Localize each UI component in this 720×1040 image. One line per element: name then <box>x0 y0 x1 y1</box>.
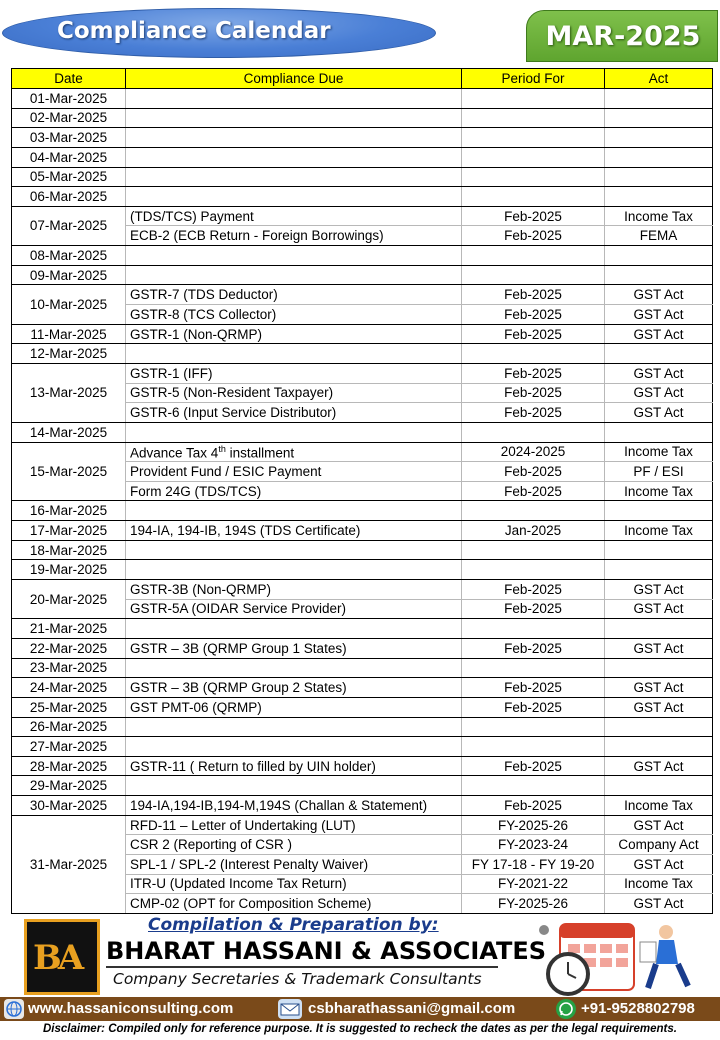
compliance-cell: GSTR-5A (OIDAR Service Provider) <box>126 599 462 619</box>
act-cell: GST Act <box>605 363 713 383</box>
period-cell <box>462 776 605 796</box>
month-badge <box>526 10 718 62</box>
table-row <box>12 128 713 148</box>
table-row <box>12 658 713 678</box>
act-cell: Income Tax <box>605 796 713 816</box>
compliance-cell: CSR 2 (Reporting of CSR ) <box>126 835 462 855</box>
date-cell: 24-Mar-2025 <box>12 678 126 698</box>
compliance-cell: CMP-02 (OPT for Composition Scheme) <box>126 894 462 914</box>
globe-icon <box>4 999 24 1019</box>
table-row <box>12 147 713 167</box>
header-period: Period For <box>462 69 605 89</box>
period-cell: Feb-2025 <box>462 796 605 816</box>
date-cell: 18-Mar-2025 <box>12 540 126 560</box>
compliance-cell: (TDS/TCS) Payment <box>126 206 462 226</box>
date-cell: 08-Mar-2025 <box>12 246 126 266</box>
header <box>0 0 720 64</box>
date-cell: 07-Mar-2025 <box>12 206 126 245</box>
act-cell: GST Act <box>605 403 713 423</box>
date-cell: 26-Mar-2025 <box>12 717 126 737</box>
table-row <box>12 521 713 541</box>
firm-logo <box>24 919 100 995</box>
act-cell: Income Tax <box>605 442 713 462</box>
period-cell: FY-2021-22 <box>462 874 605 894</box>
page-title: Compliance Calendar <box>57 18 331 44</box>
period-cell: Feb-2025 <box>462 481 605 501</box>
period-cell: Feb-2025 <box>462 226 605 246</box>
date-cell: 02-Mar-2025 <box>12 108 126 128</box>
compliance-cell: GSTR-8 (TCS Collector) <box>126 305 462 325</box>
act-cell <box>605 658 713 678</box>
phone-link[interactable]: +91-9528802798 <box>581 1000 695 1017</box>
compliance-cell: Form 24G (TDS/TCS) <box>126 481 462 501</box>
table-row <box>12 560 713 580</box>
act-cell <box>605 717 713 737</box>
compliance-cell <box>126 147 462 167</box>
act-cell: GST Act <box>605 580 713 600</box>
compliance-cell <box>126 265 462 285</box>
compliance-cell: GSTR-6 (Input Service Distributor) <box>126 403 462 423</box>
period-cell <box>462 344 605 364</box>
act-cell <box>605 737 713 757</box>
firm-name: BHARAT HASSANI & ASSOCIATES <box>106 937 547 965</box>
mail-icon <box>278 999 302 1019</box>
act-cell: Income Tax <box>605 874 713 894</box>
act-cell: PF / ESI <box>605 462 713 482</box>
compliance-cell <box>126 540 462 560</box>
period-cell <box>462 246 605 266</box>
period-cell: Feb-2025 <box>462 678 605 698</box>
period-cell: Feb-2025 <box>462 580 605 600</box>
table-row <box>12 501 713 521</box>
act-cell <box>605 776 713 796</box>
date-cell: 17-Mar-2025 <box>12 521 126 541</box>
compliance-cell <box>126 422 462 442</box>
act-cell: GST Act <box>605 678 713 698</box>
period-cell: Feb-2025 <box>462 324 605 344</box>
compliance-cell <box>126 501 462 521</box>
date-cell: 05-Mar-2025 <box>12 167 126 187</box>
date-cell: 06-Mar-2025 <box>12 187 126 207</box>
calendar-illustration-icon <box>516 916 712 998</box>
date-cell: 13-Mar-2025 <box>12 363 126 422</box>
period-cell <box>462 422 605 442</box>
period-cell: Feb-2025 <box>462 285 605 305</box>
compliance-cell: SPL-1 / SPL-2 (Interest Penalty Waiver) <box>126 854 462 874</box>
period-cell: FY 17-18 - FY 19-20 <box>462 854 605 874</box>
act-cell <box>605 344 713 364</box>
compliance-cell <box>126 246 462 266</box>
act-cell: GST Act <box>605 599 713 619</box>
period-cell <box>462 540 605 560</box>
period-cell: Feb-2025 <box>462 383 605 403</box>
table-row <box>12 580 713 600</box>
compliance-cell: GSTR – 3B (QRMP Group 2 States) <box>126 678 462 698</box>
act-cell <box>605 540 713 560</box>
date-cell: 15-Mar-2025 <box>12 442 126 501</box>
period-cell: Jan-2025 <box>462 521 605 541</box>
compliance-cell <box>126 658 462 678</box>
compliance-cell <box>126 128 462 148</box>
email-link[interactable]: csbharathassani@gmail.com <box>308 1000 516 1017</box>
compliance-cell: ITR-U (Updated Income Tax Return) <box>126 874 462 894</box>
compliance-table <box>11 68 713 914</box>
act-cell: GST Act <box>605 638 713 658</box>
act-cell: Income Tax <box>605 206 713 226</box>
compliance-cell: 194-IA, 194-IB, 194S (TDS Certificate) <box>126 521 462 541</box>
period-cell: Feb-2025 <box>462 363 605 383</box>
period-cell <box>462 265 605 285</box>
table-row <box>12 324 713 344</box>
period-cell: Feb-2025 <box>462 599 605 619</box>
compliance-cell: GSTR-1 (Non-QRMP) <box>126 324 462 344</box>
date-cell: 31-Mar-2025 <box>12 815 126 913</box>
compliance-cell: GSTR-1 (IFF) <box>126 363 462 383</box>
act-cell: GST Act <box>605 285 713 305</box>
act-cell <box>605 246 713 266</box>
compliance-cell <box>126 737 462 757</box>
act-cell: GST Act <box>605 894 713 914</box>
act-cell: FEMA <box>605 226 713 246</box>
table-row <box>12 796 713 816</box>
compliance-cell <box>126 167 462 187</box>
compliance-cell <box>126 560 462 580</box>
date-cell: 21-Mar-2025 <box>12 619 126 639</box>
act-cell: Company Act <box>605 835 713 855</box>
act-cell: Income Tax <box>605 481 713 501</box>
date-cell: 10-Mar-2025 <box>12 285 126 324</box>
date-cell: 30-Mar-2025 <box>12 796 126 816</box>
firm-subtitle: Company Secretaries & Trademark Consultants <box>113 970 482 988</box>
table-row <box>12 246 713 266</box>
period-cell <box>462 619 605 639</box>
compliance-cell <box>126 776 462 796</box>
act-cell <box>605 187 713 207</box>
period-cell <box>462 128 605 148</box>
date-cell: 09-Mar-2025 <box>12 265 126 285</box>
period-cell <box>462 89 605 109</box>
compliance-cell: GST PMT-06 (QRMP) <box>126 697 462 717</box>
table-body <box>12 89 713 914</box>
table-row <box>12 540 713 560</box>
act-cell: GST Act <box>605 815 713 835</box>
date-cell: 14-Mar-2025 <box>12 422 126 442</box>
date-cell: 04-Mar-2025 <box>12 147 126 167</box>
header-date: Date <box>12 69 126 89</box>
whatsapp-icon <box>556 999 576 1019</box>
date-cell: 01-Mar-2025 <box>12 89 126 109</box>
compliance-cell <box>126 89 462 109</box>
date-cell: 16-Mar-2025 <box>12 501 126 521</box>
compliance-cell <box>126 108 462 128</box>
table-row <box>12 285 713 305</box>
header-compliance: Compliance Due <box>126 69 462 89</box>
table-row <box>12 619 713 639</box>
period-cell: Feb-2025 <box>462 206 605 226</box>
month-label: MAR-2025 <box>545 21 701 52</box>
table-row <box>12 678 713 698</box>
period-cell <box>462 717 605 737</box>
compliance-cell <box>126 717 462 737</box>
compliance-cell <box>126 344 462 364</box>
table-row <box>12 422 713 442</box>
period-cell: Feb-2025 <box>462 305 605 325</box>
period-cell <box>462 658 605 678</box>
act-cell <box>605 422 713 442</box>
act-cell: GST Act <box>605 854 713 874</box>
act-cell <box>605 147 713 167</box>
table-row <box>12 442 713 462</box>
table-row <box>12 776 713 796</box>
compliance-cell: GSTR – 3B (QRMP Group 1 States) <box>126 638 462 658</box>
header-act: Act <box>605 69 713 89</box>
period-cell: FY-2023-24 <box>462 835 605 855</box>
compiled-by-heading: Compilation & Preparation by: <box>148 915 439 935</box>
act-cell: Income Tax <box>605 521 713 541</box>
act-cell <box>605 89 713 109</box>
compliance-cell: Provident Fund / ESIC Payment <box>126 462 462 482</box>
period-cell: Feb-2025 <box>462 756 605 776</box>
date-cell: 12-Mar-2025 <box>12 344 126 364</box>
compliance-cell <box>126 619 462 639</box>
period-cell <box>462 737 605 757</box>
table-row <box>12 638 713 658</box>
act-cell <box>605 108 713 128</box>
date-cell: 03-Mar-2025 <box>12 128 126 148</box>
table-row <box>12 206 713 226</box>
firm-divider <box>106 966 498 968</box>
date-cell: 29-Mar-2025 <box>12 776 126 796</box>
date-cell: 19-Mar-2025 <box>12 560 126 580</box>
act-cell: GST Act <box>605 697 713 717</box>
period-cell: Feb-2025 <box>462 462 605 482</box>
act-cell <box>605 128 713 148</box>
logo-monogram: BA <box>33 938 81 978</box>
date-cell: 20-Mar-2025 <box>12 580 126 619</box>
table-row <box>12 737 713 757</box>
compliance-cell: RFD-11 – Letter of Undertaking (LUT) <box>126 815 462 835</box>
compliance-cell <box>126 187 462 207</box>
table-row <box>12 756 713 776</box>
period-cell: FY-2025-26 <box>462 894 605 914</box>
period-cell: FY-2025-26 <box>462 815 605 835</box>
table-row <box>12 815 713 835</box>
date-cell: 22-Mar-2025 <box>12 638 126 658</box>
act-cell <box>605 501 713 521</box>
date-cell: 11-Mar-2025 <box>12 324 126 344</box>
date-cell: 25-Mar-2025 <box>12 697 126 717</box>
compliance-cell: GSTR-5 (Non-Resident Taxpayer) <box>126 383 462 403</box>
act-cell <box>605 619 713 639</box>
table-row <box>12 187 713 207</box>
disclaimer: Disclaimer: Compiled only for reference purpose. It is suggested to recheck the dates as per the legal requirements. <box>43 1023 677 1035</box>
table-row <box>12 717 713 737</box>
act-cell <box>605 560 713 580</box>
table-row <box>12 167 713 187</box>
period-cell: Feb-2025 <box>462 638 605 658</box>
table-row <box>12 89 713 109</box>
table-row <box>12 344 713 364</box>
compliance-cell: ECB-2 (ECB Return - Foreign Borrowings) <box>126 226 462 246</box>
period-cell <box>462 147 605 167</box>
act-cell <box>605 167 713 187</box>
compliance-cell: GSTR-7 (TDS Deductor) <box>126 285 462 305</box>
compliance-cell: GSTR-11 ( Return to filled by UIN holder) <box>126 756 462 776</box>
period-cell <box>462 187 605 207</box>
date-cell: 27-Mar-2025 <box>12 737 126 757</box>
act-cell: GST Act <box>605 383 713 403</box>
compliance-cell: GSTR-3B (Non-QRMP) <box>126 580 462 600</box>
period-cell <box>462 501 605 521</box>
period-cell <box>462 108 605 128</box>
compliance-cell: 194-IA,194-IB,194-M,194S (Challan & Statement) <box>126 796 462 816</box>
act-cell: GST Act <box>605 756 713 776</box>
period-cell: Feb-2025 <box>462 403 605 423</box>
date-cell: 23-Mar-2025 <box>12 658 126 678</box>
period-cell: Feb-2025 <box>462 697 605 717</box>
period-cell <box>462 560 605 580</box>
table-row <box>12 363 713 383</box>
table-row <box>12 108 713 128</box>
compliance-cell: Advance Tax 4th installment <box>126 442 462 462</box>
period-cell: 2024-2025 <box>462 442 605 462</box>
website-link[interactable]: www.hassaniconsulting.com <box>28 1000 234 1017</box>
table-row <box>12 697 713 717</box>
act-cell <box>605 265 713 285</box>
act-cell: GST Act <box>605 324 713 344</box>
act-cell: GST Act <box>605 305 713 325</box>
period-cell <box>462 167 605 187</box>
table-header-row <box>12 69 713 89</box>
table-row <box>12 265 713 285</box>
date-cell: 28-Mar-2025 <box>12 756 126 776</box>
